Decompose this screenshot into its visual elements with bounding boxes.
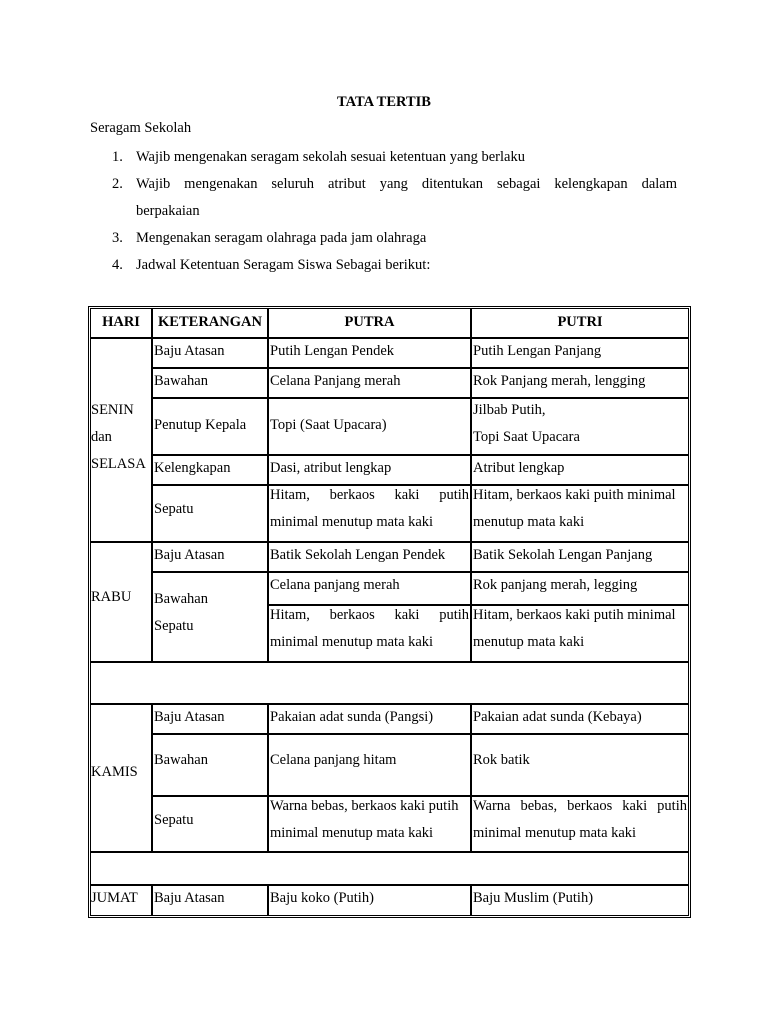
putri-text: Rok batik bbox=[473, 752, 530, 768]
ket-text: Bawahan bbox=[154, 752, 208, 768]
putri-text: Baju Muslim (Putih) bbox=[473, 890, 594, 906]
ket-text: Bawahan bbox=[154, 373, 208, 389]
putra-text: Celana panjang merah bbox=[270, 577, 400, 593]
day-label: SELASA bbox=[91, 456, 146, 472]
header-putri: PUTRI bbox=[557, 314, 603, 330]
day-label: SENIN bbox=[91, 402, 134, 418]
ket-text-line2: Sepatu bbox=[154, 618, 194, 634]
rule-text: Mengenakan seragam olahraga pada jam olahraga bbox=[136, 230, 427, 246]
putri-text-line2: minimal menutup mata kaki bbox=[473, 825, 637, 841]
putri-text: Pakaian adat sunda (Kebaya) bbox=[473, 709, 642, 725]
ket-cell bbox=[152, 398, 268, 455]
ket-cell bbox=[152, 885, 268, 916]
putri-text: Rok Panjang merah, lengging bbox=[473, 373, 646, 389]
header-cell-putri bbox=[471, 308, 689, 338]
rule-item bbox=[90, 252, 677, 279]
putra-cell bbox=[268, 885, 471, 916]
spacer-row bbox=[90, 662, 689, 704]
header-cell-hari bbox=[90, 308, 152, 338]
putri-cell bbox=[471, 398, 689, 455]
putra-cell bbox=[268, 734, 471, 796]
rule-text-line2: berpakaian bbox=[136, 203, 200, 219]
putra-cell bbox=[268, 485, 471, 542]
putri-text-line2: Topi Saat Upacara bbox=[473, 429, 580, 445]
header-cell-putra bbox=[268, 308, 471, 338]
ket-cell bbox=[152, 338, 268, 368]
rule-item bbox=[90, 225, 677, 252]
putra-text-line2: minimal menutup mata kaki bbox=[270, 514, 434, 530]
putri-text-line1: Hitam, berkaos kaki putih minimal bbox=[473, 607, 676, 623]
putra-text: Celana panjang hitam bbox=[270, 752, 397, 768]
ket-cell bbox=[152, 704, 268, 734]
putra-cell bbox=[268, 398, 471, 455]
putra-text: Topi (Saat Upacara) bbox=[270, 417, 387, 433]
ket-text: Penutup Kepala bbox=[154, 417, 247, 433]
putri-cell bbox=[471, 455, 689, 485]
page-title: TATA TERTIB bbox=[337, 94, 431, 110]
putri-text-line1: Warna bebas, berkaos kaki putih bbox=[473, 798, 687, 814]
header-cell-keterangan bbox=[152, 308, 268, 338]
ket-cell bbox=[152, 485, 268, 542]
day-cell-jumat bbox=[90, 885, 152, 916]
spacer-row bbox=[90, 852, 689, 885]
header-hari: HARI bbox=[102, 314, 140, 330]
ket-cell bbox=[152, 734, 268, 796]
putri-cell bbox=[471, 485, 689, 542]
section-title: Seragam Sekolah bbox=[90, 120, 192, 136]
ket-text: Kelengkapan bbox=[154, 460, 231, 476]
putra-cell bbox=[268, 368, 471, 398]
day-label: KAMIS bbox=[91, 764, 138, 780]
putri-cell bbox=[471, 542, 689, 572]
ket-cell bbox=[152, 542, 268, 572]
putra-cell bbox=[268, 542, 471, 572]
putra-cell bbox=[268, 796, 471, 852]
putra-cell bbox=[268, 572, 471, 605]
rule-text: Wajib mengenakan seragam sekolah sesuai ketentuan yang berlaku bbox=[136, 149, 525, 165]
putra-text: Celana Panjang merah bbox=[270, 373, 401, 389]
ket-text-line1: Bawahan bbox=[154, 591, 208, 607]
putri-text-line1: Hitam, berkaos kaki puith minimal bbox=[473, 487, 676, 503]
rule-item bbox=[90, 171, 677, 225]
putri-cell bbox=[471, 704, 689, 734]
putri-cell bbox=[471, 338, 689, 368]
day-label: dan bbox=[91, 429, 112, 445]
header-keterangan: KETERANGAN bbox=[158, 314, 262, 330]
day-cell-kamis bbox=[90, 704, 152, 852]
rule-number: 4. bbox=[112, 257, 123, 273]
day-cell-senin-selasa bbox=[90, 338, 152, 542]
ket-text: Sepatu bbox=[154, 501, 194, 517]
putri-cell bbox=[471, 605, 689, 662]
rules-list bbox=[90, 144, 677, 279]
putri-text: Putih Lengan Panjang bbox=[473, 343, 602, 359]
ket-cell bbox=[152, 368, 268, 398]
putra-text: Baju koko (Putih) bbox=[270, 890, 374, 906]
ket-text: Baju Atasan bbox=[154, 709, 225, 725]
day-label: RABU bbox=[91, 589, 132, 605]
ket-cell bbox=[152, 572, 268, 662]
putra-text-line1: Warna bebas, berkaos kaki putih bbox=[270, 798, 459, 814]
putra-text-line1: Hitam, berkaos kaki putih bbox=[270, 607, 469, 623]
putra-text: Batik Sekolah Lengan Pendek bbox=[270, 547, 446, 563]
putra-text-line2: minimal menutup mata kaki bbox=[270, 634, 434, 650]
day-label: JUMAT bbox=[91, 890, 138, 906]
putra-cell bbox=[268, 338, 471, 368]
putri-text: Rok panjang merah, legging bbox=[473, 577, 638, 593]
ket-text: Baju Atasan bbox=[154, 547, 225, 563]
putra-text: Putih Lengan Pendek bbox=[270, 343, 395, 359]
ket-text: Baju Atasan bbox=[154, 890, 225, 906]
ket-text: Sepatu bbox=[154, 812, 194, 828]
putra-cell bbox=[268, 605, 471, 662]
putra-text-line2: minimal menutup mata kaki bbox=[270, 825, 434, 841]
putri-text-line1: Jilbab Putih, bbox=[473, 402, 546, 418]
putri-text-line2: menutup mata kaki bbox=[473, 634, 585, 650]
rule-number: 2. bbox=[112, 176, 123, 192]
uniform-schedule-table bbox=[88, 306, 691, 918]
day-cell-rabu bbox=[90, 542, 152, 662]
rule-number: 1. bbox=[112, 149, 123, 165]
header-putra: PUTRA bbox=[344, 314, 395, 330]
rule-item bbox=[90, 144, 677, 171]
putri-text-line2: menutup mata kaki bbox=[473, 514, 585, 530]
putri-text: Batik Sekolah Lengan Panjang bbox=[473, 547, 653, 563]
putri-cell bbox=[471, 734, 689, 796]
rule-text: Jadwal Ketentuan Seragam Siswa Sebagai berikut: bbox=[136, 257, 431, 273]
putra-cell bbox=[268, 704, 471, 734]
ket-cell bbox=[152, 796, 268, 852]
rule-number: 3. bbox=[112, 230, 123, 246]
putri-cell bbox=[471, 572, 689, 605]
ket-cell bbox=[152, 455, 268, 485]
putra-text: Pakaian adat sunda (Pangsi) bbox=[270, 709, 434, 725]
putri-cell bbox=[471, 885, 689, 916]
ket-text: Baju Atasan bbox=[154, 343, 225, 359]
putra-text-line1: Hitam, berkaos kaki putih bbox=[270, 487, 469, 503]
putri-cell bbox=[471, 368, 689, 398]
putra-cell bbox=[268, 455, 471, 485]
rule-text-line1: Wajib mengenakan seluruh atribut yang ditentukan sebagai kelengkapan dalam bbox=[136, 176, 677, 192]
putra-text: Dasi, atribut lengkap bbox=[270, 460, 392, 476]
putri-cell bbox=[471, 796, 689, 852]
putri-text: Atribut lengkap bbox=[473, 460, 565, 476]
